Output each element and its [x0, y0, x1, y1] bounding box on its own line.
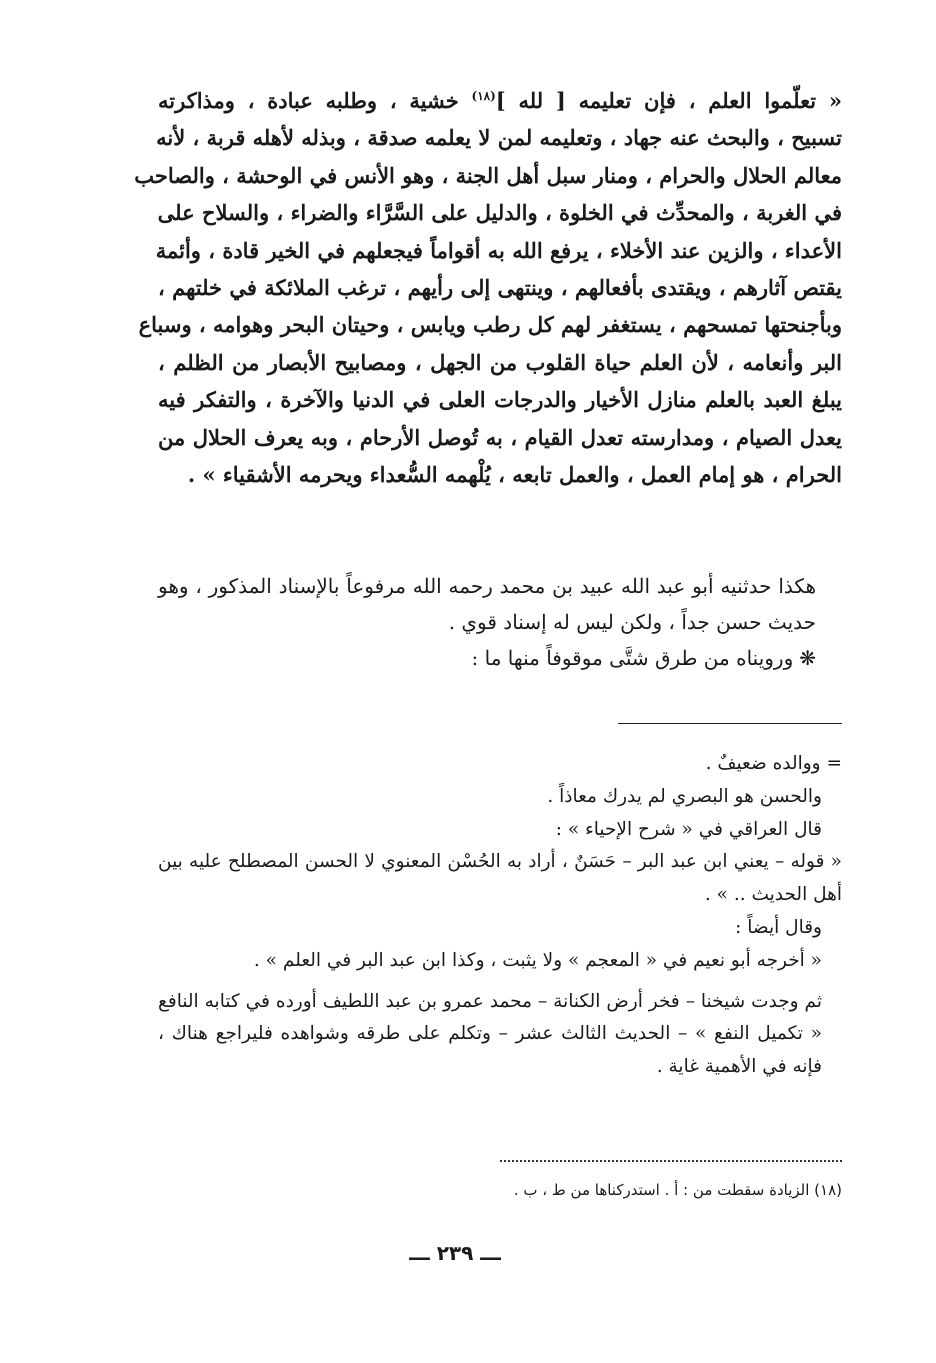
main-line-1-head: « تعلّموا العلم ، فإن تعليمه [ لله ]	[495, 88, 842, 113]
main-line-3: معالم الحلال والحرام ، ومنار سبل أهل الجنة ، وهو الأنس في الوحشة ، والصاحب	[134, 162, 842, 188]
note-line-3: قال العراقي في « شرح الإحياء » :	[555, 818, 822, 840]
commentary-para-1: هكذا حدثنيه أبو عبد الله عبيد بن محمد رحمه الله مرفوعاً بالإسناد المذكور ، وهو حديث حسن جداً ، ولكن ليس له إسناد قوي .	[158, 574, 816, 634]
page-number: ـــ ٢٣٩ ـــ	[409, 1241, 501, 1265]
main-line-11: الحرام ، هو إمام العمل ، والعمل تابعه ، يُلْهمه السُّعداء ويحرمه الأشقياء » .	[187, 462, 842, 488]
main-line-7: وبأجنحتها تمسحهم ، يستغفر لهم كل رطب ويابس ، وحيتان البحر وهوامه ، وسباع	[138, 312, 842, 338]
main-line-8: البر وأنعامه ، لأن العلم حياة القلوب من الجهل ، ومصابيح الأبصار من الظلم ،	[158, 349, 842, 375]
note-line-1: = ووالده ضعيفٌ .	[705, 753, 842, 774]
commentary-para-2	[158, 640, 842, 676]
footnote-dotted-separator	[500, 1160, 842, 1162]
note-line-5: وقال أيضاً :	[735, 916, 822, 938]
commentary-para-2-text: ورويناه من طرق شتَّى موقوفاً منها ما :	[471, 646, 794, 670]
main-line-1-tail: خشية ، وطلبه عبادة ، ومذاكرته	[158, 88, 459, 113]
main-line-2: تسبيح ، والبحث عنه جهاد ، وتعليمه لمن لا يعلمه صدقة ، وبذله لأهله قربة ، لأنه	[156, 125, 842, 151]
note-line-2: والحسن هو البصري لم يدرك معاذاً .	[547, 785, 822, 807]
main-paragraph	[134, 82, 842, 493]
main-line-9: يبلغ العبد بالعلم منازل الأخيار والدرجات العلى في الدنيا والآخرة ، والتفكر فيه	[158, 387, 842, 413]
note-line-7: ثم وجدت شيخنا – فخر أرض الكنانة – محمد عمرو بن عبد اللطيف أورده في كتابه النافع « تكميل النفع » – الحديث الثالث عشر – وتكلم على طرقه وشواهده فليراجع هناك ، فإنه في الأهمية غاية .	[158, 990, 822, 1078]
main-line-4: في الغربة ، والمحدِّث في الخلوة ، والدليل على السَّرَّاء والضراء ، والسلاح على	[157, 200, 842, 226]
continued-note	[158, 748, 842, 1084]
main-line-10: يعدل الصيام ، ومدارسته تعدل القيام ، به تُوصل الأرحام ، وبه يعرف الحلال من	[158, 424, 842, 450]
main-line-1	[158, 82, 842, 119]
footnote-ref-18: (١٨)	[471, 89, 496, 103]
footnote-18: (١٨) الزيادة سقطت من : أ . استدركناها من ط ، ب .	[513, 1181, 842, 1199]
footnote-separator	[618, 723, 842, 724]
note-line-4: « قوله – يعني ابن عبد البر – حَسَنٌ ، أراد به الحُسْن المعنوي لا الحسن المصطلح عليه بين أهل الحديث .. » .	[158, 851, 842, 906]
asterism-icon: ❋	[799, 646, 816, 670]
commentary	[158, 568, 842, 676]
main-line-5: الأعداء ، والزين عند الأخلاء ، يرفع الله به أقواماً فيجعلهم في الخير قادة ، وأئمة	[155, 237, 842, 263]
note-line-6: « أخرجه أبو نعيم في « المعجم » ولا يثبت ، وكذا ابن عبد البر في العلم » .	[253, 949, 822, 971]
main-line-6: يقتص آثارهم ، ويقتدى بأفعالهم ، وينتهى إلى رأيهم ، ترغب الملائكة في خلتهم ،	[158, 275, 842, 301]
